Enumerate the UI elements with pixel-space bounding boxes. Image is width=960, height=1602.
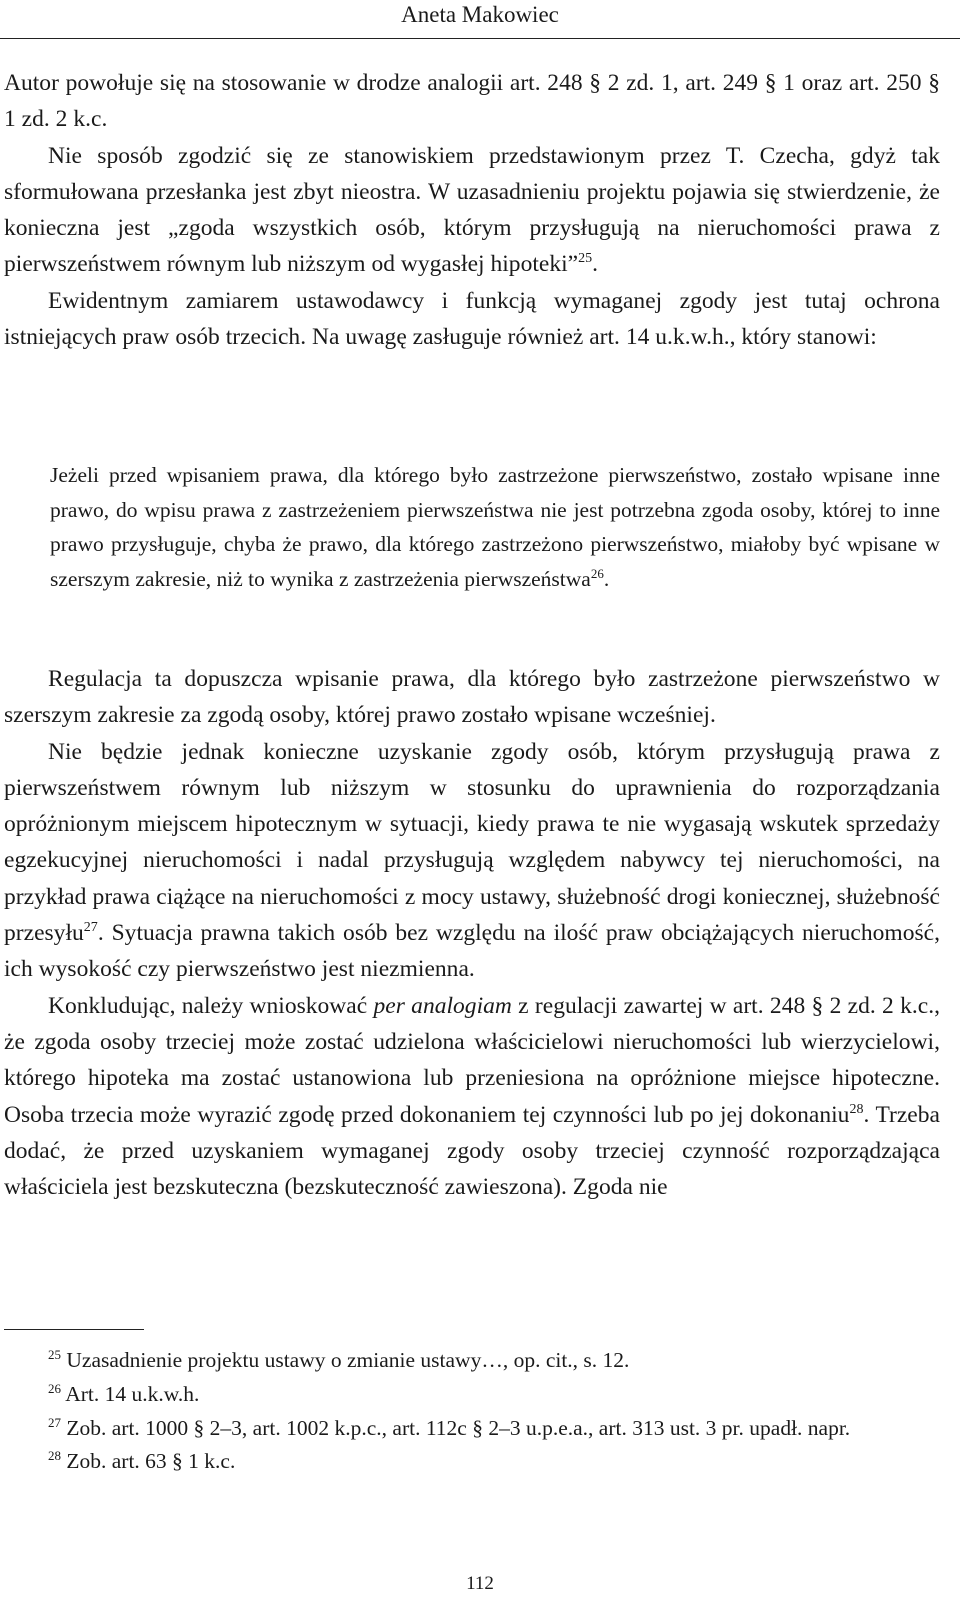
- paragraph-citation: Autor powołuje się na stosowanie w drodze analogii art. 248 § 2 zd. 1, art. 249 § 1 oraz art. 250 § 1 zd. 2 k.c.: [4, 70, 940, 133]
- paragraph-text: Nie sposób zgodzić się ze stanowiskiem przedstawionym przez T. Czecha, gdyż tak sformułowana przesłanka jest zbyt nieostra. W uzasadnieniu projektu pojawia się stwierdzenie, że konieczna jest „zgoda wszystkich osób, którym przysługują na nieruchomości prawa z pierwszeństwem równym lub niższym od wygasłej hipoteki”: [4, 142, 940, 278]
- footnote-ref-25: 25: [578, 251, 593, 267]
- quote-text: Jeżeli przed wpisaniem prawa, dla którego było zastrzeżone pierwszeństwo, zostało wpisane inne prawo, do wpisu prawa z zastrzeżeniem pierwszeństwa nie jest potrzebna zgoda osoby, której to inne prawo przysługuje, chyba że prawo, dla którego zastrzeżono pierwszeństwo, miałoby być wpisane w szerszym zakresie, niż to wynika z zastrzeżenia pierwszeństwa: [50, 463, 940, 591]
- paragraph-text: . Sytuacja prawna takich osób bez względu na ilość praw obciążających nieruchomość, ich wysokość czy pierwszeństwo jest niezmienna.: [4, 920, 940, 983]
- quote-text: .: [603, 566, 610, 591]
- footnote-text: Art. 14 u.k.w.h.: [65, 1381, 200, 1406]
- footnote-text: Zob. art. 1000 § 2–3, art. 1002 k.p.c., art. 112c § 2–3 u.p.e.a., art. 313 ust. 3 pr. upadł. napr.: [66, 1415, 851, 1440]
- footnote-ref-28: 28: [849, 1101, 864, 1117]
- footnote-number: 28: [48, 1448, 61, 1464]
- footnote-number: 27: [48, 1414, 61, 1430]
- footnote-28: [4, 1445, 940, 1479]
- block-quote: [50, 458, 940, 596]
- paragraph-critique: [4, 138, 940, 283]
- footnote-text: Zob. art. 63 § 1 k.c.: [66, 1449, 236, 1474]
- paragraph-intent: Ewidentnym zamiarem ustawodawcy i funkcją wymaganej zgody jest tutaj ochrona istniejących praw osób trzecich. Na uwagę zasługuje również art. 14 u.k.w.h., który stanowi:: [4, 287, 940, 351]
- page-number: 112: [466, 1573, 494, 1594]
- paragraph-exceptions: [4, 734, 940, 988]
- footnote-number: 25: [48, 1346, 61, 1362]
- footnote-25: [4, 1344, 940, 1378]
- paragraph-text: Nie będzie jednak konieczne uzyskanie zgody osób, którym przysługują prawa z pierwszeństwem równym lub niższym w stosunku do uprawnienia do rozporządzania opróżnionym miejscem hipotecznym w sytuacji, kiedy prawa te nie wygasają wskutek sprzedaży egzekucyjnej nieruchomości i nadal przysługują względem nabywcy tej nieruchomości, na przykład prawa ciążące na nieruchomości z mocy ustawy, służebność drogi koniecznej, służebność przesyłu: [4, 738, 940, 947]
- paragraph-text: Konkludując, należy wnioskować: [48, 992, 374, 1019]
- paragraph-text: .: [592, 251, 599, 278]
- footnote-text: Uzasadnienie projektu ustawy o zmianie ustawy…, op. cit., s. 12.: [66, 1348, 630, 1372]
- paragraph-conclusion: [4, 988, 940, 1206]
- body-top: [4, 65, 940, 355]
- footnote-rule: [4, 1329, 144, 1330]
- footnote-number: 26: [48, 1380, 61, 1396]
- paragraph-regulation: Regulacja ta dopuszcza wpisanie prawa, dla którego było zastrzeżone pierwszeństwo w szerszym zakresie za zgodą osoby, której prawo zostało wpisane wcześniej.: [4, 666, 940, 729]
- footnote-ref-27: 27: [83, 920, 98, 936]
- body-bottom: [4, 661, 940, 1205]
- italic-term: per analogiam: [373, 992, 512, 1019]
- paragraph-text: z regulacji zawartej w art. 248 § 2 zd. 2 k.c., że zgoda osoby trzeciej może zostać udzielona właścicielowi nieruchomości lub wierzycielowi, którego hipoteka ma zostać ustanowiona lub przeniesiona na opróżnione miejsce hipoteczne. Osoba trzecia może wyrazić zgodę przed dokonaniem tej czynności lub po jej dokonaniu: [4, 992, 940, 1128]
- footnote-26: [4, 1378, 940, 1412]
- footnote-27: [4, 1412, 940, 1446]
- footnote-ref-26: 26: [590, 565, 604, 581]
- footnotes: [4, 1344, 940, 1479]
- header-rule: [0, 38, 960, 39]
- running-header-author: Aneta Makowiec: [401, 2, 559, 27]
- paragraph-text: . Trzeba dodać, że przed uzyskaniem wymaganej zgody osoby trzeciej czynność rozporządzająca właściciela jest bezskuteczna (bezskuteczność zawieszona). Zgoda nie: [4, 1101, 940, 1201]
